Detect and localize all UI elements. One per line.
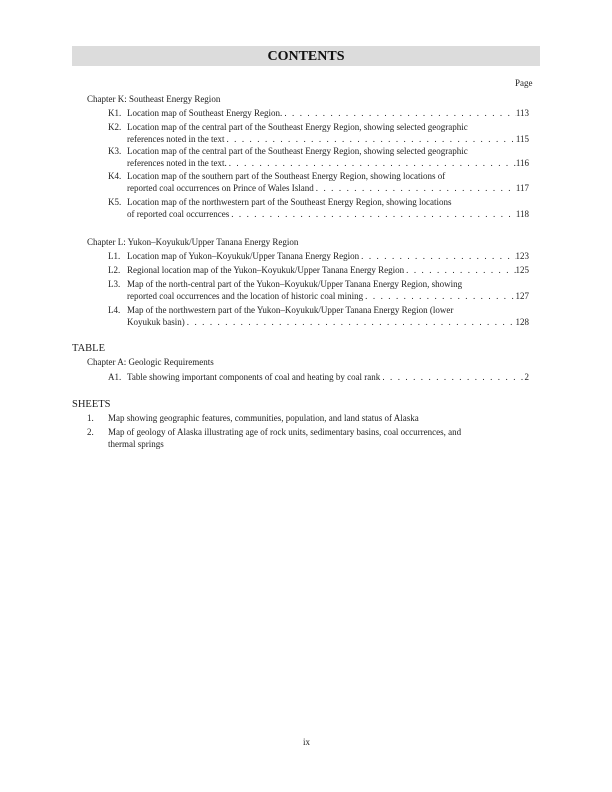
entry-page-number: 117 — [515, 183, 529, 193]
dot-leader — [224, 133, 515, 145]
entry-label: L3. — [108, 279, 121, 289]
chapter-l-heading: Chapter L: Yukon–Koyukuk/Upper Tanana Energy Region — [87, 237, 299, 247]
entry-label: K2. — [108, 122, 122, 132]
table-section-heading: TABLE — [72, 343, 105, 354]
entry-label: L4. — [108, 305, 121, 315]
entry-text-line: Koyukuk basin) — [127, 317, 185, 327]
entry-page-number: 123 — [515, 251, 529, 261]
entry-page-number: 128 — [515, 317, 529, 327]
contents-title: CONTENTS — [72, 46, 540, 66]
entry-label: L2. — [108, 265, 121, 275]
toc-entry[interactable] — [108, 196, 529, 220]
dot-leader — [229, 208, 516, 220]
dot-leader — [404, 264, 515, 276]
entry-text-line: Map of the north-central part of the Yukon–Koyukuk/Upper Tanana Energy Region, showing — [127, 279, 463, 289]
entry-text-line: Map of the northwestern part of the Yukon–Koyukuk/Upper Tanana Energy Region (lower — [127, 305, 454, 315]
entry-text-line: Regional location map of the Yukon–Koyukuk/Upper Tanana Energy Region — [127, 265, 405, 275]
entry-last-line — [127, 208, 529, 220]
dot-leader — [282, 107, 516, 119]
entry-last-line — [127, 250, 529, 262]
dot-leader — [363, 290, 515, 302]
entry-last-line — [127, 133, 529, 145]
entry-last-line — [127, 316, 529, 328]
entry-last-line — [127, 182, 529, 194]
entry-text-line: references noted in the text. — [127, 158, 227, 168]
toc-entry[interactable] — [108, 250, 529, 262]
chapter-a-heading: Chapter A: Geologic Requirements — [87, 357, 214, 367]
toc-entry[interactable] — [108, 145, 529, 169]
page-column-label: Page — [515, 78, 533, 88]
entry-text-line: reported coal occurrences and the location of historic coal mining — [127, 291, 364, 301]
entry-last-line — [127, 371, 529, 383]
page-folio: ix — [303, 737, 311, 747]
entry-text-line: Location map of Yukon–Koyukuk/Upper Tanana Energy Region — [127, 251, 360, 261]
entry-label: K4. — [108, 171, 122, 181]
entry-text-line: Location map of the central part of the Southeast Energy Region, showing selected geographic — [127, 122, 468, 132]
toc-entry[interactable] — [108, 278, 529, 302]
toc-entry[interactable] — [108, 264, 529, 276]
toc-entry[interactable] — [108, 107, 529, 119]
entry-text-line: references noted in the text — [127, 134, 225, 144]
sheet-number: 2. — [87, 427, 94, 437]
sheet-number: 1. — [87, 413, 94, 423]
toc-entry[interactable] — [108, 304, 529, 328]
entry-page-number: 115 — [515, 134, 529, 144]
dot-leader — [314, 182, 516, 194]
entry-label: A1. — [108, 372, 122, 382]
toc-entry[interactable] — [108, 371, 529, 383]
entry-page-number: 113 — [515, 108, 529, 118]
sheet-text-line: thermal springs — [108, 439, 164, 449]
dot-leader — [185, 316, 516, 328]
entry-label: L1. — [108, 251, 121, 261]
sheet-text-line: Map of geology of Alaska illustrating age of rock units, sedimentary basins, coal occurrences, and — [108, 427, 462, 437]
sheet-text-line: Map showing geographic features, communities, population, and land status of Alaska — [108, 413, 419, 423]
entry-page-number: 2 — [524, 372, 529, 382]
entry-page-number: 127 — [515, 291, 529, 301]
entry-text-line: Location map of the southern part of the Southeast Energy Region, showing locations of — [127, 171, 446, 181]
toc-entry[interactable] — [108, 121, 529, 145]
chapter-k-heading: Chapter K: Southeast Energy Region — [87, 94, 221, 104]
entry-page-number: 125 — [515, 265, 529, 275]
dot-leader — [359, 250, 515, 262]
entry-label: K5. — [108, 197, 122, 207]
entry-last-line — [127, 264, 529, 276]
sheets-section-heading: SHEETS — [72, 399, 111, 410]
entry-text-line: reported coal occurrences on Prince of Wales Island — [127, 183, 314, 193]
entry-label: K3. — [108, 146, 122, 156]
entry-page-number: 118 — [515, 209, 529, 219]
toc-entry[interactable] — [108, 170, 529, 194]
entry-last-line — [127, 107, 529, 119]
entry-page-number: 116 — [515, 158, 529, 168]
entry-text-line: Table showing important components of coal and heating by coal rank — [127, 372, 381, 382]
dot-leader — [380, 371, 524, 383]
entry-text-line: of reported coal occurrences — [127, 209, 230, 219]
entry-label: K1. — [108, 108, 122, 118]
entry-text-line: Location map of the northwestern part of the Southeast Energy Region, showing locations — [127, 197, 452, 207]
entry-text-line: Location map of Southeast Energy Region. — [127, 108, 283, 118]
entry-last-line — [127, 290, 529, 302]
entry-text-line: Location map of the central part of the Southeast Energy Region, showing selected geographic — [127, 146, 468, 156]
entry-last-line — [127, 157, 529, 169]
dot-leader — [227, 157, 516, 169]
